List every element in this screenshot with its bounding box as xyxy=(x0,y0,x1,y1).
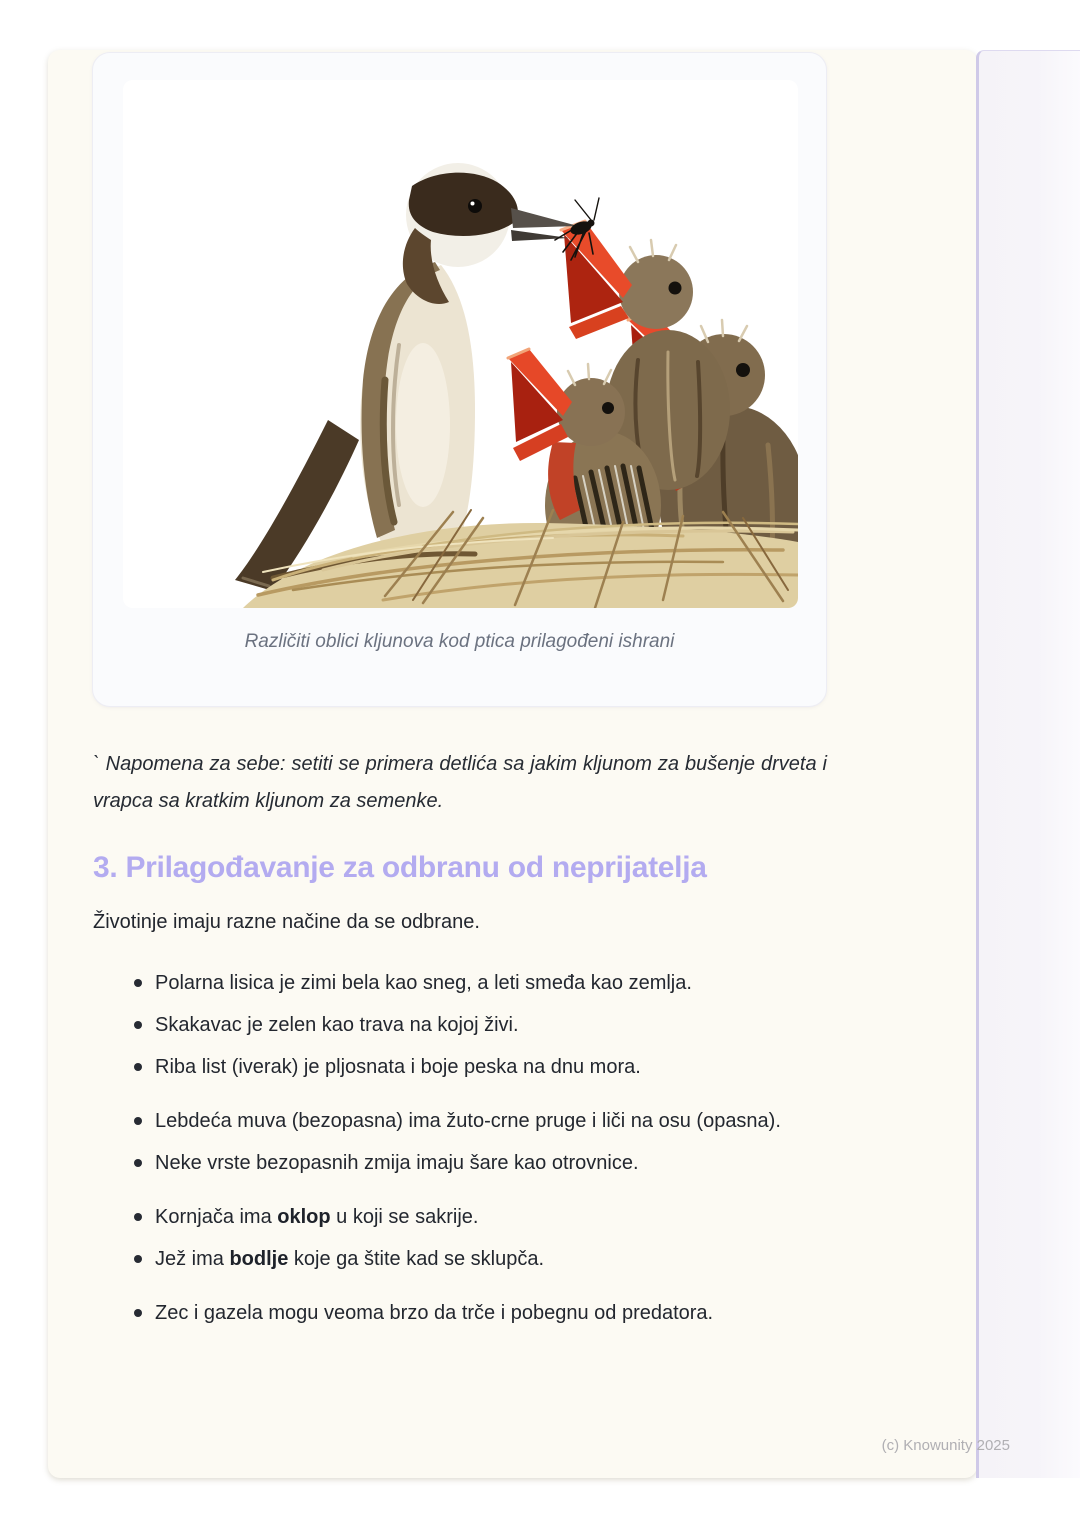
figure-caption: Različiti oblici kljunova kod ptica prilagođeni ishrani xyxy=(244,631,675,652)
bullet-text: Riba list (iverak) je pljosnata i boje peska na dnu mora. xyxy=(155,1056,641,1078)
bullet-item xyxy=(101,1206,861,1228)
bullet-text: Kornjača ima oklop u koji se sakrije. xyxy=(155,1206,479,1228)
bullet-item xyxy=(101,1152,861,1174)
watermark: (c) Knowunity 2025 xyxy=(881,1437,1010,1454)
bullet-item xyxy=(101,972,861,994)
bullet-text: Neke vrste bezopasnih zmija imaju šare kao otrovnice. xyxy=(155,1152,639,1174)
notes-page xyxy=(48,50,977,1478)
bullet-dot-icon xyxy=(134,979,142,987)
bullet-text: Lebdeća muva (bezopasna) ima žuto-crne pruge i liči na osu (opasna). xyxy=(155,1110,781,1132)
defense-list xyxy=(93,972,861,1324)
defense-bullets xyxy=(101,1206,861,1270)
bullet-dot-icon xyxy=(134,1117,142,1125)
bullet-text: Skakavac je zelen kao trava na kojoj živi. xyxy=(155,1014,519,1036)
bullet-dot-icon xyxy=(134,1213,142,1221)
bullet-item xyxy=(101,1302,861,1324)
defense-item xyxy=(101,972,861,1078)
bullet-text: Zec i gazela mogu veoma brzo da trče i pobegnu od predatora. xyxy=(155,1302,714,1324)
defense-bullets xyxy=(101,972,861,1078)
defense-item xyxy=(101,1302,861,1324)
bird-feeding-chicks-illustration xyxy=(123,80,798,608)
next-page-preview[interactable] xyxy=(976,50,1080,1478)
defense-bullets xyxy=(101,1302,861,1324)
section-heading: 3. Prilagođavanje za odbranu od neprijatelja xyxy=(93,851,707,884)
defense-item xyxy=(101,1110,861,1174)
figure-card xyxy=(92,52,827,707)
bullet-text: Polarna lisica je zimi bela kao sneg, a leti smeđa kao zemlja. xyxy=(155,972,692,994)
bullet-dot-icon xyxy=(134,1255,142,1263)
bullet-item xyxy=(101,1248,861,1270)
defense-bullets xyxy=(101,1110,861,1174)
self-note: ` Napomena za sebe: setiti se primera detlića sa jakim kljunom za bušenje drveta i vrapca sa kratkim kljunom za semenke. xyxy=(93,753,827,812)
bullet-text: Jež ima bodlje koje ga štite kad se sklupča. xyxy=(155,1248,545,1270)
bullet-dot-icon xyxy=(134,1309,142,1317)
section-intro: Životinje imaju razne načine da se odbrane. xyxy=(93,911,480,933)
bullet-dot-icon xyxy=(134,1063,142,1071)
bird-photo xyxy=(123,80,798,608)
bullet-dot-icon xyxy=(134,1021,142,1029)
bullet-item xyxy=(101,1014,861,1036)
bullet-dot-icon xyxy=(134,1159,142,1167)
bullet-item xyxy=(101,1056,861,1078)
bullet-item xyxy=(101,1110,861,1132)
defense-item xyxy=(101,1206,861,1270)
